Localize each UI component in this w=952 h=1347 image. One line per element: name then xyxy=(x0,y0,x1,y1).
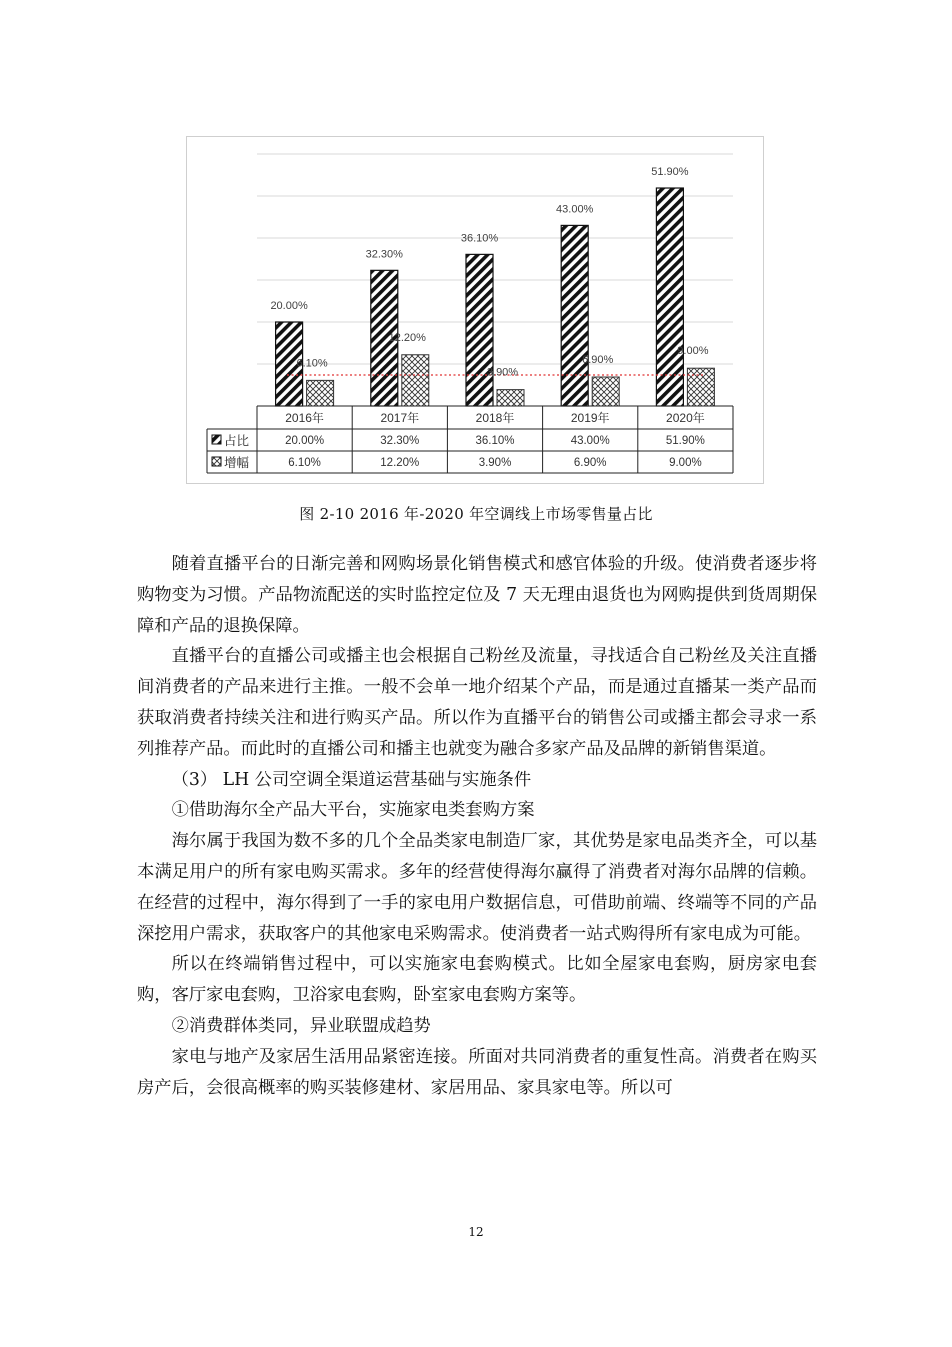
chart-frame xyxy=(186,136,764,484)
legend-key-share xyxy=(212,435,221,444)
data-label-share: 36.10% xyxy=(460,232,499,245)
bar-growth xyxy=(592,377,619,406)
bar-growth xyxy=(307,380,334,406)
category-label: 2017年 xyxy=(380,411,420,425)
figure-caption: 图 2-10 2016 年-2020 年空调线上市场零售量占比 xyxy=(299,505,653,523)
table-cell-share: 36.10% xyxy=(475,435,515,447)
data-label-share: 20.00% xyxy=(270,300,308,312)
bar-share xyxy=(656,188,683,406)
bar-chart xyxy=(187,137,763,483)
table-cell-share: 20.00% xyxy=(285,435,325,447)
table-cell-growth: 9.00% xyxy=(669,457,702,469)
paragraph: 家电与地产及家居生活用品紧密连接。所面对共同消费者的重复性高。消费者在购买房产后，会很高概率的购买装修建材、家居用品、家具家电等。所以可 xyxy=(137,1046,817,1098)
paragraph: 所以在终端销售过程中，可以实施家电套购模式。比如全屋家电套购，厨房家电套购，客厅家电套购，卫浴家电套购，卧室家电套购方案等。 xyxy=(137,954,817,1006)
legend-key-growth xyxy=(212,457,221,466)
data-label-share: 43.00% xyxy=(556,203,594,216)
data-label-share: 32.30% xyxy=(365,248,403,261)
table-cell-growth: 12.20% xyxy=(380,457,420,469)
category-label: 2016年 xyxy=(285,411,324,425)
paragraph: 随着直播平台的日渐完善和网购场景化销售模式和感官体验的升级。使消费者逐步将购物变为习惯。产品物流配送的实时监控定位及 7 天无理由退货也为网购提供到货周期保障和产品的退换保障。 xyxy=(137,554,817,636)
category-label: 2020年 xyxy=(666,411,705,425)
table-cell-share: 51.90% xyxy=(665,435,705,447)
legend-label-growth: 增幅 xyxy=(224,456,250,470)
section-heading: （3） LH 公司空调全渠道运营基础与实施条件 xyxy=(171,769,532,790)
category-label: 2019年 xyxy=(570,411,610,425)
data-label-growth: 6.10% xyxy=(296,357,328,370)
paragraph: 直播平台的直播公司或播主也会根据自己粉丝及流量，寻找适合自己粉丝及关注直播间消费者的产品来进行主推。一般不会单一地介绍某个产品，而是通过直播某一类产品而获取消费者持续关注和进行购买产品。所以作为直播平台的销售公司或播主都会寻求一系列推荐产品。而此时的直播公司和播主也就变为融合多家产品及品牌的新销售渠道。 xyxy=(137,646,817,759)
bar-growth xyxy=(402,355,429,406)
data-label-growth: 12.20% xyxy=(388,331,426,344)
table-cell-share: 32.30% xyxy=(380,435,420,447)
subsection-heading: ②消费群体类同，异业联盟成趋势 xyxy=(171,1015,431,1036)
data-label-growth: 3.90% xyxy=(486,366,519,379)
category-label: 2018年 xyxy=(475,411,515,425)
table-cell-growth: 6.10% xyxy=(288,457,321,469)
table-cell-share: 43.00% xyxy=(570,435,610,447)
bar-share xyxy=(561,225,588,406)
paragraph: 海尔属于我国为数不多的几个全品类家电制造厂家，其优势是家电品类齐全，可以基本满足用户的所有家电购买需求。多年的经营使得海尔赢得了消费者对海尔品牌的信赖。在经营的过程中，海尔得到了一手的家电用户数据信息，可借助前端、终端等不同的产品深挖用户需求，获取客户的其他家电采购需求。使消费者一站式购得所有家电成为可能。 xyxy=(137,831,817,944)
body-text xyxy=(137,549,817,1103)
data-label-share: 51.90% xyxy=(651,166,689,179)
data-label-growth: 9.00% xyxy=(677,345,709,358)
data-label-growth: 6.90% xyxy=(582,354,614,367)
bar-share xyxy=(466,254,493,406)
bar-growth xyxy=(687,368,714,406)
table-cell-growth: 3.90% xyxy=(478,457,512,469)
page-number: 12 xyxy=(468,1225,484,1239)
subsection-heading: ①借助海尔全产品大平台，实施家电类套购方案 xyxy=(171,800,535,821)
bar-growth xyxy=(497,390,524,406)
table-cell-growth: 6.90% xyxy=(573,457,607,469)
legend-label-share: 占比 xyxy=(224,434,250,448)
